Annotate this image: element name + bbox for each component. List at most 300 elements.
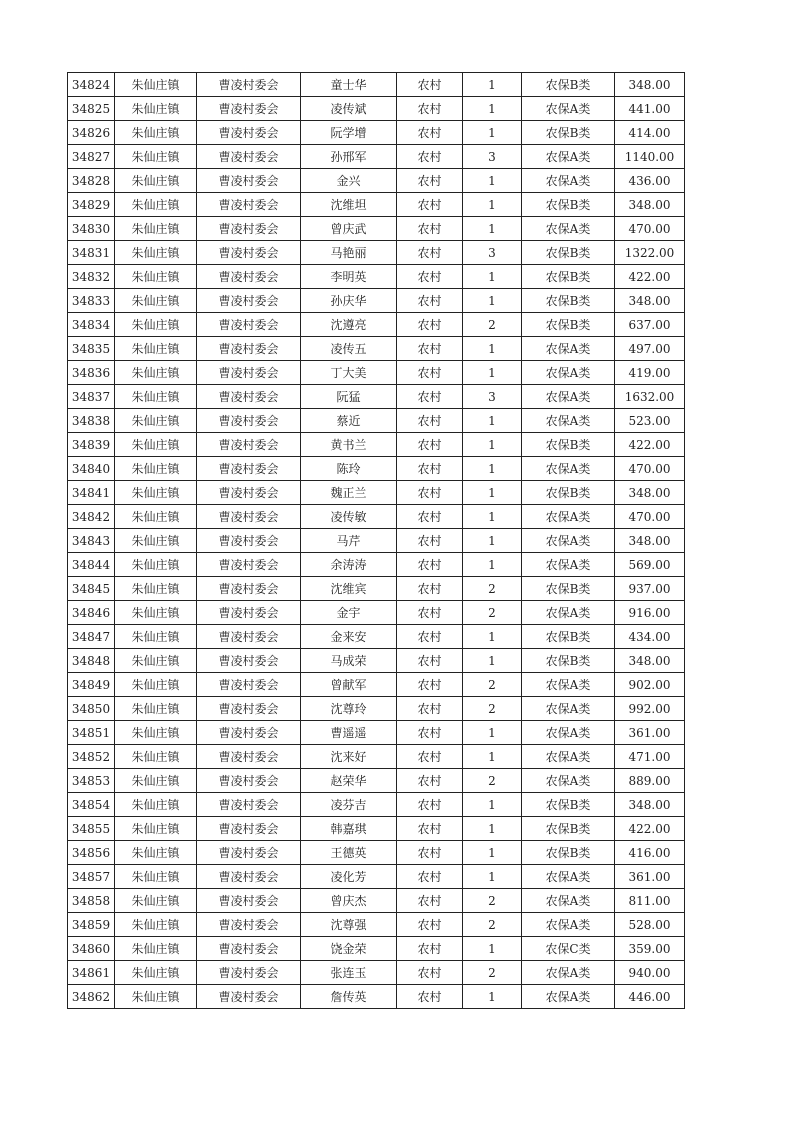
- town-cell: 朱仙庄镇: [115, 865, 197, 889]
- area-type-cell: 农村: [397, 841, 463, 865]
- insurance-category-cell: 农保A类: [522, 169, 615, 193]
- amount-cell: 348.00: [615, 193, 685, 217]
- insurance-category-cell: 农保A类: [522, 865, 615, 889]
- person-name-cell: 孙庆华: [301, 289, 397, 313]
- amount-cell: 937.00: [615, 577, 685, 601]
- village-committee-cell: 曹凌村委会: [197, 361, 301, 385]
- table-row: [68, 601, 685, 625]
- household-count-cell: 1: [463, 553, 522, 577]
- insurance-category-cell: 农保A类: [522, 697, 615, 721]
- table-row: [68, 577, 685, 601]
- insurance-category-cell: 农保B类: [522, 265, 615, 289]
- insurance-category-cell: 农保A类: [522, 385, 615, 409]
- insurance-category-cell: 农保A类: [522, 217, 615, 241]
- amount-cell: 637.00: [615, 313, 685, 337]
- area-type-cell: 农村: [397, 649, 463, 673]
- person-name-cell: 赵荣华: [301, 769, 397, 793]
- record-id-cell: 34862: [68, 985, 115, 1009]
- benefit-table: [67, 72, 685, 1009]
- insurance-category-cell: 农保B类: [522, 121, 615, 145]
- table-row: [68, 193, 685, 217]
- household-count-cell: 2: [463, 601, 522, 625]
- household-count-cell: 1: [463, 937, 522, 961]
- village-committee-cell: 曹凌村委会: [197, 73, 301, 97]
- record-id-cell: 34852: [68, 745, 115, 769]
- town-cell: 朱仙庄镇: [115, 913, 197, 937]
- village-committee-cell: 曹凌村委会: [197, 289, 301, 313]
- household-count-cell: 1: [463, 97, 522, 121]
- amount-cell: 1632.00: [615, 385, 685, 409]
- table-row: [68, 553, 685, 577]
- town-cell: 朱仙庄镇: [115, 793, 197, 817]
- amount-cell: 471.00: [615, 745, 685, 769]
- table-row: [68, 865, 685, 889]
- household-count-cell: 2: [463, 769, 522, 793]
- household-count-cell: 1: [463, 265, 522, 289]
- town-cell: 朱仙庄镇: [115, 889, 197, 913]
- record-id-cell: 34859: [68, 913, 115, 937]
- person-name-cell: 曾献军: [301, 673, 397, 697]
- household-count-cell: 2: [463, 697, 522, 721]
- table-row: [68, 241, 685, 265]
- town-cell: 朱仙庄镇: [115, 337, 197, 361]
- person-name-cell: 沈维坦: [301, 193, 397, 217]
- person-name-cell: 詹传英: [301, 985, 397, 1009]
- record-id-cell: 34855: [68, 817, 115, 841]
- record-id-cell: 34831: [68, 241, 115, 265]
- record-id-cell: 34829: [68, 193, 115, 217]
- area-type-cell: 农村: [397, 73, 463, 97]
- town-cell: 朱仙庄镇: [115, 193, 197, 217]
- record-id-cell: 34845: [68, 577, 115, 601]
- area-type-cell: 农村: [397, 625, 463, 649]
- area-type-cell: 农村: [397, 601, 463, 625]
- village-committee-cell: 曹凌村委会: [197, 553, 301, 577]
- table-row: [68, 409, 685, 433]
- record-id-cell: 34832: [68, 265, 115, 289]
- record-id-cell: 34836: [68, 361, 115, 385]
- town-cell: 朱仙庄镇: [115, 625, 197, 649]
- record-id-cell: 34847: [68, 625, 115, 649]
- household-count-cell: 3: [463, 145, 522, 169]
- town-cell: 朱仙庄镇: [115, 721, 197, 745]
- record-id-cell: 34851: [68, 721, 115, 745]
- insurance-category-cell: 农保B类: [522, 481, 615, 505]
- person-name-cell: 凌化芳: [301, 865, 397, 889]
- household-count-cell: 1: [463, 985, 522, 1009]
- insurance-category-cell: 农保A类: [522, 361, 615, 385]
- town-cell: 朱仙庄镇: [115, 529, 197, 553]
- village-committee-cell: 曹凌村委会: [197, 769, 301, 793]
- insurance-category-cell: 农保A类: [522, 553, 615, 577]
- area-type-cell: 农村: [397, 937, 463, 961]
- record-id-cell: 34828: [68, 169, 115, 193]
- amount-cell: 348.00: [615, 529, 685, 553]
- person-name-cell: 韩嘉琪: [301, 817, 397, 841]
- area-type-cell: 农村: [397, 913, 463, 937]
- amount-cell: 470.00: [615, 217, 685, 241]
- area-type-cell: 农村: [397, 265, 463, 289]
- record-id-cell: 34824: [68, 73, 115, 97]
- amount-cell: 348.00: [615, 481, 685, 505]
- person-name-cell: 孙邢军: [301, 145, 397, 169]
- amount-cell: 1322.00: [615, 241, 685, 265]
- household-count-cell: 1: [463, 481, 522, 505]
- insurance-category-cell: 农保C类: [522, 937, 615, 961]
- table-row: [68, 697, 685, 721]
- amount-cell: 422.00: [615, 265, 685, 289]
- village-committee-cell: 曹凌村委会: [197, 841, 301, 865]
- area-type-cell: 农村: [397, 361, 463, 385]
- insurance-category-cell: 农保B类: [522, 313, 615, 337]
- insurance-category-cell: 农保A类: [522, 409, 615, 433]
- record-id-cell: 34839: [68, 433, 115, 457]
- person-name-cell: 曾庆武: [301, 217, 397, 241]
- household-count-cell: 1: [463, 73, 522, 97]
- insurance-category-cell: 农保A类: [522, 529, 615, 553]
- record-id-cell: 34825: [68, 97, 115, 121]
- table-row: [68, 913, 685, 937]
- record-id-cell: 34861: [68, 961, 115, 985]
- village-committee-cell: 曹凌村委会: [197, 145, 301, 169]
- table-row: [68, 889, 685, 913]
- table-row: [68, 337, 685, 361]
- area-type-cell: 农村: [397, 313, 463, 337]
- table-row: [68, 961, 685, 985]
- village-committee-cell: 曹凌村委会: [197, 121, 301, 145]
- amount-cell: 916.00: [615, 601, 685, 625]
- person-name-cell: 凌传敏: [301, 505, 397, 529]
- town-cell: 朱仙庄镇: [115, 409, 197, 433]
- amount-cell: 902.00: [615, 673, 685, 697]
- household-count-cell: 1: [463, 121, 522, 145]
- table-row: [68, 385, 685, 409]
- household-count-cell: 1: [463, 289, 522, 313]
- table-row: [68, 529, 685, 553]
- village-committee-cell: 曹凌村委会: [197, 505, 301, 529]
- amount-cell: 361.00: [615, 721, 685, 745]
- household-count-cell: 1: [463, 649, 522, 673]
- area-type-cell: 农村: [397, 409, 463, 433]
- village-committee-cell: 曹凌村委会: [197, 817, 301, 841]
- person-name-cell: 饶金荣: [301, 937, 397, 961]
- person-name-cell: 余涛涛: [301, 553, 397, 577]
- amount-cell: 940.00: [615, 961, 685, 985]
- person-name-cell: 马成荣: [301, 649, 397, 673]
- person-name-cell: 金宇: [301, 601, 397, 625]
- insurance-category-cell: 农保B类: [522, 577, 615, 601]
- insurance-category-cell: 农保B类: [522, 817, 615, 841]
- area-type-cell: 农村: [397, 121, 463, 145]
- household-count-cell: 1: [463, 529, 522, 553]
- record-id-cell: 34834: [68, 313, 115, 337]
- person-name-cell: 黄书兰: [301, 433, 397, 457]
- insurance-category-cell: 农保A类: [522, 601, 615, 625]
- record-id-cell: 34827: [68, 145, 115, 169]
- area-type-cell: 农村: [397, 673, 463, 697]
- person-name-cell: 沈尊玲: [301, 697, 397, 721]
- amount-cell: 811.00: [615, 889, 685, 913]
- household-count-cell: 1: [463, 361, 522, 385]
- village-committee-cell: 曹凌村委会: [197, 865, 301, 889]
- table-row: [68, 937, 685, 961]
- household-count-cell: 1: [463, 409, 522, 433]
- area-type-cell: 农村: [397, 337, 463, 361]
- record-id-cell: 34833: [68, 289, 115, 313]
- area-type-cell: 农村: [397, 697, 463, 721]
- person-name-cell: 童士华: [301, 73, 397, 97]
- area-type-cell: 农村: [397, 457, 463, 481]
- record-id-cell: 34837: [68, 385, 115, 409]
- household-count-cell: 1: [463, 793, 522, 817]
- area-type-cell: 农村: [397, 961, 463, 985]
- insurance-category-cell: 农保B类: [522, 73, 615, 97]
- table-row: [68, 817, 685, 841]
- amount-cell: 422.00: [615, 433, 685, 457]
- record-id-cell: 34835: [68, 337, 115, 361]
- table-row: [68, 73, 685, 97]
- person-name-cell: 阮学增: [301, 121, 397, 145]
- household-count-cell: 3: [463, 241, 522, 265]
- table-body: [68, 73, 685, 1009]
- record-id-cell: 34846: [68, 601, 115, 625]
- town-cell: 朱仙庄镇: [115, 313, 197, 337]
- area-type-cell: 农村: [397, 865, 463, 889]
- village-committee-cell: 曹凌村委会: [197, 889, 301, 913]
- village-committee-cell: 曹凌村委会: [197, 697, 301, 721]
- record-id-cell: 34843: [68, 529, 115, 553]
- village-committee-cell: 曹凌村委会: [197, 337, 301, 361]
- household-count-cell: 1: [463, 817, 522, 841]
- amount-cell: 446.00: [615, 985, 685, 1009]
- area-type-cell: 农村: [397, 481, 463, 505]
- record-id-cell: 34849: [68, 673, 115, 697]
- household-count-cell: 1: [463, 625, 522, 649]
- area-type-cell: 农村: [397, 169, 463, 193]
- insurance-category-cell: 农保B类: [522, 793, 615, 817]
- person-name-cell: 陈玲: [301, 457, 397, 481]
- table-row: [68, 793, 685, 817]
- village-committee-cell: 曹凌村委会: [197, 625, 301, 649]
- person-name-cell: 李明英: [301, 265, 397, 289]
- person-name-cell: 曹遥遥: [301, 721, 397, 745]
- area-type-cell: 农村: [397, 817, 463, 841]
- household-count-cell: 1: [463, 217, 522, 241]
- table-row: [68, 433, 685, 457]
- village-committee-cell: 曹凌村委会: [197, 649, 301, 673]
- village-committee-cell: 曹凌村委会: [197, 409, 301, 433]
- amount-cell: 416.00: [615, 841, 685, 865]
- household-count-cell: 2: [463, 313, 522, 337]
- village-committee-cell: 曹凌村委会: [197, 457, 301, 481]
- area-type-cell: 农村: [397, 985, 463, 1009]
- amount-cell: 436.00: [615, 169, 685, 193]
- household-count-cell: 3: [463, 385, 522, 409]
- area-type-cell: 农村: [397, 793, 463, 817]
- village-committee-cell: 曹凌村委会: [197, 601, 301, 625]
- table-row: [68, 361, 685, 385]
- amount-cell: 348.00: [615, 73, 685, 97]
- household-count-cell: 1: [463, 865, 522, 889]
- record-id-cell: 34844: [68, 553, 115, 577]
- record-id-cell: 34860: [68, 937, 115, 961]
- town-cell: 朱仙庄镇: [115, 121, 197, 145]
- area-type-cell: 农村: [397, 721, 463, 745]
- town-cell: 朱仙庄镇: [115, 433, 197, 457]
- town-cell: 朱仙庄镇: [115, 697, 197, 721]
- town-cell: 朱仙庄镇: [115, 769, 197, 793]
- village-committee-cell: 曹凌村委会: [197, 577, 301, 601]
- area-type-cell: 农村: [397, 385, 463, 409]
- village-committee-cell: 曹凌村委会: [197, 985, 301, 1009]
- table-row: [68, 289, 685, 313]
- town-cell: 朱仙庄镇: [115, 457, 197, 481]
- household-count-cell: 1: [463, 505, 522, 529]
- table-row: [68, 841, 685, 865]
- record-id-cell: 34842: [68, 505, 115, 529]
- area-type-cell: 农村: [397, 145, 463, 169]
- area-type-cell: 农村: [397, 217, 463, 241]
- table-row: [68, 145, 685, 169]
- person-name-cell: 曾庆杰: [301, 889, 397, 913]
- insurance-category-cell: 农保B类: [522, 193, 615, 217]
- insurance-category-cell: 农保A类: [522, 457, 615, 481]
- person-name-cell: 沈尊强: [301, 913, 397, 937]
- town-cell: 朱仙庄镇: [115, 505, 197, 529]
- village-committee-cell: 曹凌村委会: [197, 97, 301, 121]
- household-count-cell: 2: [463, 577, 522, 601]
- person-name-cell: 凌传斌: [301, 97, 397, 121]
- insurance-category-cell: 农保A类: [522, 913, 615, 937]
- insurance-category-cell: 农保B类: [522, 433, 615, 457]
- table-row: [68, 769, 685, 793]
- record-id-cell: 34840: [68, 457, 115, 481]
- town-cell: 朱仙庄镇: [115, 577, 197, 601]
- record-id-cell: 34848: [68, 649, 115, 673]
- town-cell: 朱仙庄镇: [115, 673, 197, 697]
- insurance-category-cell: 农保B类: [522, 625, 615, 649]
- village-committee-cell: 曹凌村委会: [197, 913, 301, 937]
- amount-cell: 422.00: [615, 817, 685, 841]
- person-name-cell: 凌芬吉: [301, 793, 397, 817]
- insurance-category-cell: 农保A类: [522, 505, 615, 529]
- town-cell: 朱仙庄镇: [115, 553, 197, 577]
- insurance-category-cell: 农保A类: [522, 961, 615, 985]
- town-cell: 朱仙庄镇: [115, 937, 197, 961]
- amount-cell: 470.00: [615, 505, 685, 529]
- table-row: [68, 481, 685, 505]
- insurance-category-cell: 农保A类: [522, 673, 615, 697]
- table-row: [68, 217, 685, 241]
- person-name-cell: 张连玉: [301, 961, 397, 985]
- person-name-cell: 金兴: [301, 169, 397, 193]
- person-name-cell: 沈遵亮: [301, 313, 397, 337]
- insurance-category-cell: 农保A类: [522, 145, 615, 169]
- town-cell: 朱仙庄镇: [115, 97, 197, 121]
- insurance-category-cell: 农保A类: [522, 985, 615, 1009]
- town-cell: 朱仙庄镇: [115, 745, 197, 769]
- household-count-cell: 2: [463, 913, 522, 937]
- record-id-cell: 34838: [68, 409, 115, 433]
- village-committee-cell: 曹凌村委会: [197, 313, 301, 337]
- record-id-cell: 34856: [68, 841, 115, 865]
- amount-cell: 889.00: [615, 769, 685, 793]
- village-committee-cell: 曹凌村委会: [197, 673, 301, 697]
- amount-cell: 361.00: [615, 865, 685, 889]
- record-id-cell: 34830: [68, 217, 115, 241]
- amount-cell: 419.00: [615, 361, 685, 385]
- village-committee-cell: 曹凌村委会: [197, 217, 301, 241]
- person-name-cell: 丁大美: [301, 361, 397, 385]
- town-cell: 朱仙庄镇: [115, 649, 197, 673]
- household-count-cell: 2: [463, 961, 522, 985]
- amount-cell: 348.00: [615, 793, 685, 817]
- amount-cell: 434.00: [615, 625, 685, 649]
- town-cell: 朱仙庄镇: [115, 841, 197, 865]
- amount-cell: 992.00: [615, 697, 685, 721]
- town-cell: 朱仙庄镇: [115, 385, 197, 409]
- area-type-cell: 农村: [397, 97, 463, 121]
- village-committee-cell: 曹凌村委会: [197, 169, 301, 193]
- amount-cell: 523.00: [615, 409, 685, 433]
- insurance-category-cell: 农保B类: [522, 649, 615, 673]
- table-row: [68, 721, 685, 745]
- insurance-category-cell: 农保A类: [522, 97, 615, 121]
- village-committee-cell: 曹凌村委会: [197, 745, 301, 769]
- household-count-cell: 1: [463, 169, 522, 193]
- insurance-category-cell: 农保A类: [522, 721, 615, 745]
- area-type-cell: 农村: [397, 433, 463, 457]
- village-committee-cell: 曹凌村委会: [197, 433, 301, 457]
- table-row: [68, 265, 685, 289]
- record-id-cell: 34853: [68, 769, 115, 793]
- table-row: [68, 457, 685, 481]
- village-committee-cell: 曹凌村委会: [197, 961, 301, 985]
- town-cell: 朱仙庄镇: [115, 361, 197, 385]
- insurance-category-cell: 农保A类: [522, 337, 615, 361]
- area-type-cell: 农村: [397, 889, 463, 913]
- table-row: [68, 169, 685, 193]
- area-type-cell: 农村: [397, 289, 463, 313]
- person-name-cell: 凌传五: [301, 337, 397, 361]
- insurance-category-cell: 农保A类: [522, 889, 615, 913]
- town-cell: 朱仙庄镇: [115, 481, 197, 505]
- town-cell: 朱仙庄镇: [115, 145, 197, 169]
- village-committee-cell: 曹凌村委会: [197, 385, 301, 409]
- insurance-category-cell: 农保B类: [522, 241, 615, 265]
- table-row: [68, 745, 685, 769]
- household-count-cell: 2: [463, 889, 522, 913]
- town-cell: 朱仙庄镇: [115, 601, 197, 625]
- table-row: [68, 625, 685, 649]
- table-row: [68, 505, 685, 529]
- area-type-cell: 农村: [397, 193, 463, 217]
- insurance-category-cell: 农保B类: [522, 289, 615, 313]
- area-type-cell: 农村: [397, 553, 463, 577]
- amount-cell: 497.00: [615, 337, 685, 361]
- insurance-category-cell: 农保A类: [522, 745, 615, 769]
- village-committee-cell: 曹凌村委会: [197, 481, 301, 505]
- town-cell: 朱仙庄镇: [115, 73, 197, 97]
- record-id-cell: 34854: [68, 793, 115, 817]
- village-committee-cell: 曹凌村委会: [197, 529, 301, 553]
- area-type-cell: 农村: [397, 769, 463, 793]
- area-type-cell: 农村: [397, 577, 463, 601]
- household-count-cell: 2: [463, 673, 522, 697]
- amount-cell: 348.00: [615, 649, 685, 673]
- table-row: [68, 313, 685, 337]
- household-count-cell: 1: [463, 433, 522, 457]
